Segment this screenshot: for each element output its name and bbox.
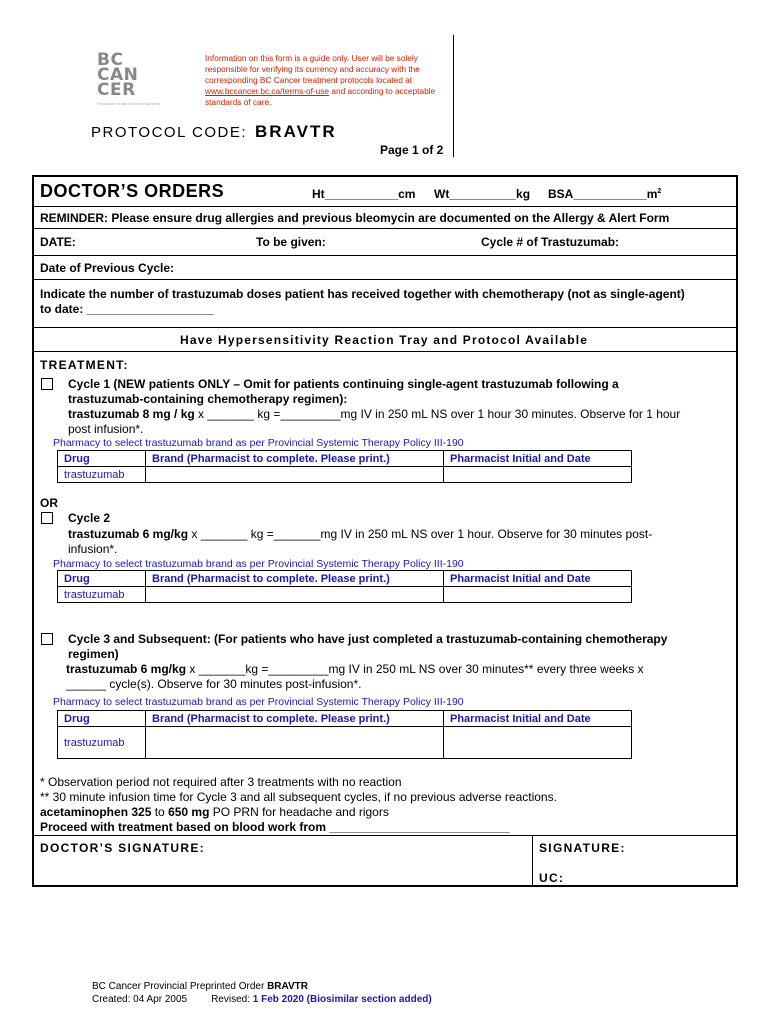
table-row [58, 727, 632, 759]
infusion-time-note: ** 30 minute infusion time for Cycle 3 and all subsequent cycles, if no previous adverse reactions. [40, 790, 557, 804]
cycle-2-drug: trastuzumab 6 mg/kg [68, 527, 189, 541]
cycle-3-drug: trastuzumab 6 mg/kg [66, 662, 187, 676]
doses-to-date-field[interactable]: to date: ___________________ [40, 302, 214, 316]
cycle-2-brand-table [57, 570, 632, 603]
cycle-1-drug: trastuzumab 8 mg / kg [68, 407, 195, 421]
footer [92, 980, 432, 1006]
logo-line-1: BC [97, 50, 124, 70]
table-row [58, 587, 632, 603]
col-brand: Brand (Pharmacist to complete. Please print.) [146, 451, 444, 467]
brand-input-cell[interactable] [146, 587, 444, 603]
hypersensitivity-row [34, 328, 736, 352]
cycle-2-dose-line-2: infusion*. [68, 542, 118, 556]
weight-field[interactable]: Wt__________kg [434, 187, 531, 201]
cycle-2-dose [68, 527, 652, 541]
cycle-3-brand-table [57, 710, 632, 759]
cycle-1-heading-2: trastuzumab-containing chemotherapy regimen): [68, 392, 348, 406]
signature-divider [34, 835, 736, 836]
pharmacy-note-2: Pharmacy to select trastuzumab brand as per Provincial Systemic Therapy Policy III-190 [53, 558, 464, 570]
acetaminophen-dose-low: acetaminophen 325 [40, 805, 152, 819]
protocol-label: PROTOCOL CODE: [91, 124, 248, 141]
col-drug: Drug [58, 571, 146, 587]
bsa-unit-sup: 2 [657, 188, 662, 195]
date-field[interactable]: DATE: [40, 235, 76, 249]
footer-revised-label: Revised: [211, 994, 253, 1005]
footer-revised-value: 1 Feb 2020 (Biosimilar section added) [252, 994, 432, 1005]
bsa-label: BSA___________m [548, 187, 658, 201]
uc-field[interactable]: UC: [539, 871, 565, 885]
treatment-title: TREATMENT: [40, 358, 129, 372]
observation-note: * Observation period not required after 3 treatments with no reaction [40, 775, 402, 789]
reminder-row [34, 207, 736, 229]
logo-subtitle: Provincial Health Services Authority [97, 101, 161, 106]
doses-to-date-row [34, 280, 736, 328]
logo-line-3: CER [97, 80, 136, 100]
protocol-code [91, 122, 337, 142]
page-number: Page 1 of 2 [380, 143, 444, 157]
doses-instruction: Indicate the number of trastuzumab doses patient has received together with chemotherapy (not as single-agent) [40, 287, 685, 301]
cycle-1-heading-1: Cycle 1 (NEW patients ONLY – Omit for patients continuing single-agent trastuzumab following a [68, 377, 619, 391]
col-brand: Brand (Pharmacist to complete. Please print.) [146, 711, 444, 727]
footer-created: Created: 04 Apr 2005 [92, 994, 188, 1005]
cycle-1-brand-table [57, 450, 632, 483]
or-label: OR [40, 496, 58, 510]
height-field[interactable]: Ht___________cm [312, 187, 416, 201]
cycle-2-dose-line-1: x _______ kg =_______mg IV in 250 mL NS over 1 hour. Observe for 30 minutes post- [188, 527, 653, 541]
drug-cell: trastuzumab [58, 587, 146, 603]
cycle-1-dose [68, 407, 680, 421]
cycle-3-dose-line-2: ______ cycle(s). Observe for 30 minutes post-infusion*. [66, 677, 362, 691]
allergy-reminder: REMINDER: Please ensure drug allergies and previous bleomycin are documented on the Allergy & Alert Form [40, 211, 670, 225]
bc-cancer-logo [97, 50, 187, 106]
cycle-number-field[interactable]: Cycle # of Trastuzumab: [481, 235, 620, 249]
cycle-3-heading-2: regimen) [68, 647, 119, 661]
brand-input-cell[interactable] [146, 727, 444, 759]
acetaminophen-to: to [151, 805, 169, 819]
table-header-row [58, 571, 632, 587]
logo-line-2: CAN [97, 65, 139, 85]
drug-cell: trastuzumab [58, 727, 146, 759]
doctors-signature-field[interactable]: DOCTOR’S SIGNATURE: [40, 841, 205, 855]
col-drug: Drug [58, 451, 146, 467]
table-header-row [58, 451, 632, 467]
cycle-1-dose-line-1: x _______ kg =_________mg IV in 250 mL NS over 1 hour 30 minutes. Observe for 1 hour [194, 407, 681, 421]
acetaminophen-dose-high: 650 mg [168, 805, 210, 819]
col-pharmacist: Pharmacist Initial and Date [444, 711, 632, 727]
footer-order-label: BC Cancer Provincial Preprinted Order [92, 981, 268, 992]
pharmacy-note-3: Pharmacy to select trastuzumab brand as per Provincial Systemic Therapy Policy III-190 [53, 696, 464, 708]
brand-input-cell[interactable] [146, 467, 444, 483]
cycle-3-dose-line-1: x _______kg =_________mg IV in 250 mL NS over 30 minutes** every three weeks x [186, 662, 644, 676]
disclaimer-part-2: and according to acceptable standards of care. [205, 86, 436, 107]
pharmacist-initial-cell[interactable] [444, 727, 632, 759]
signature-field[interactable]: SIGNATURE: [539, 841, 626, 855]
cycle-1-dose-line-2: post infusion*. [68, 422, 144, 436]
table-row [58, 467, 632, 483]
footer-line-1 [92, 980, 432, 993]
cycle-2-checkbox[interactable] [41, 512, 53, 524]
cycle-3-dose [66, 662, 644, 676]
acetaminophen-rest: PO PRN for headache and rigors [209, 805, 389, 819]
footer-order-code: BRAVTR [267, 981, 309, 992]
pharmacist-initial-cell[interactable] [444, 587, 632, 603]
col-pharmacist: Pharmacist Initial and Date [444, 571, 632, 587]
terms-of-use-link[interactable]: www.bccancer.bc.ca/terms-of-use [205, 86, 330, 96]
table-header-row [58, 711, 632, 727]
pharmacy-note-1: Pharmacy to select trastuzumab brand as per Provincial Systemic Therapy Policy III-190 [53, 437, 464, 449]
cycle-3-heading-1: Cycle 3 and Subsequent: (For patients who have just completed a trastuzumab-containing chemotherapy [68, 632, 668, 646]
col-brand: Brand (Pharmacist to complete. Please print.) [146, 571, 444, 587]
signature-column-divider [532, 835, 533, 885]
to-be-given-field[interactable]: To be given: [256, 235, 326, 249]
col-drug: Drug [58, 711, 146, 727]
date-row [34, 229, 736, 256]
disclaimer-text [205, 53, 445, 108]
previous-cycle-row [34, 256, 736, 280]
protocol-code-value: BRAVTR [255, 122, 337, 141]
doctors-orders-form [32, 175, 738, 887]
footer-line-2 [92, 993, 432, 1006]
previous-cycle-field[interactable]: Date of Previous Cycle: [40, 261, 175, 275]
disclaimer-part-1: Information on this form is a guide only. User will be solely responsible for verifying its currency and accuracy with the corresponding BC Cancer treatment protocols located at [205, 53, 420, 85]
proceed-with-treatment-field[interactable]: Proceed with treatment based on blood work from ___________________________ [40, 820, 510, 834]
title-row [34, 177, 736, 207]
cycle-1-checkbox[interactable] [41, 378, 53, 390]
drug-cell: trastuzumab [58, 467, 146, 483]
cycle-2-heading: Cycle 2 [68, 511, 111, 525]
bsa-field[interactable] [548, 187, 661, 201]
cycle-3-checkbox[interactable] [41, 633, 53, 645]
hypersensitivity-notice: Have Hypersensitivity Reaction Tray and Protocol Available [180, 333, 589, 347]
header-divider [453, 35, 454, 157]
col-pharmacist: Pharmacist Initial and Date [444, 451, 632, 467]
doctors-orders-title: DOCTOR’S ORDERS [40, 181, 225, 201]
acetaminophen-order [40, 805, 389, 819]
pharmacist-initial-cell[interactable] [444, 467, 632, 483]
